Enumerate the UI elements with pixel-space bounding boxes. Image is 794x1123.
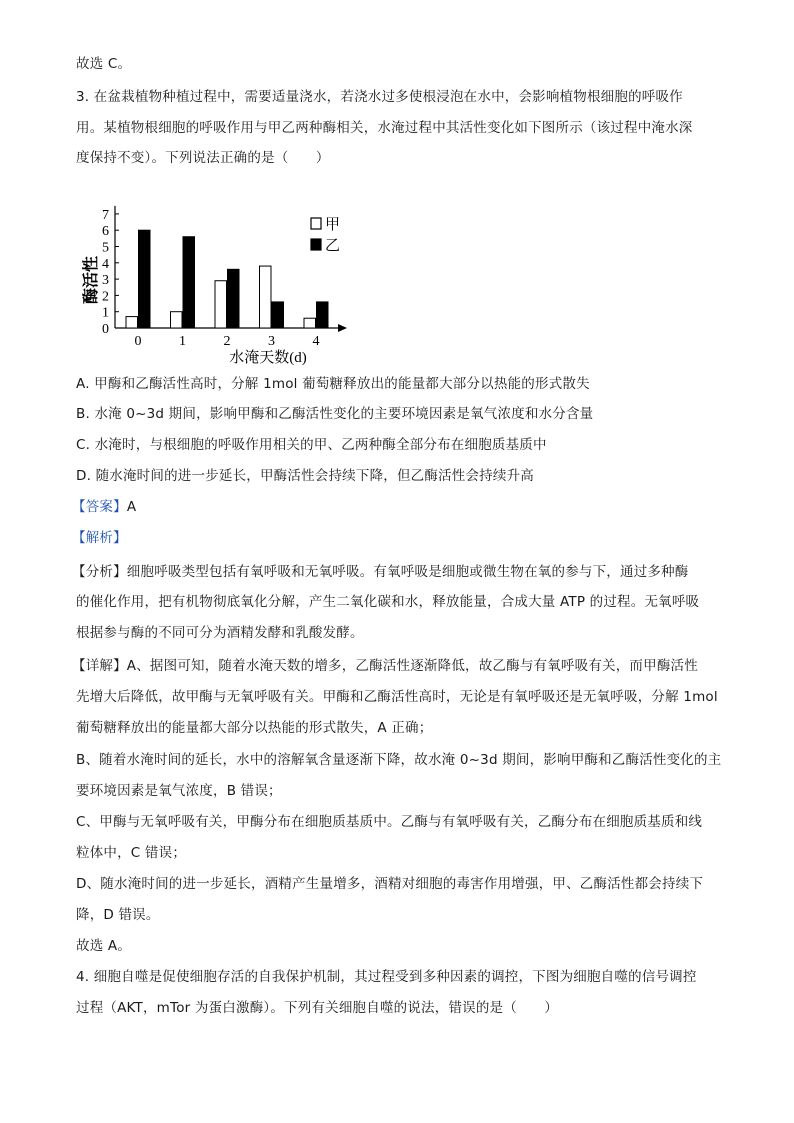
bar-乙-3: [272, 302, 284, 328]
bar-甲-3: [260, 266, 272, 328]
explanation-line: C、甲酶与无氧呼吸有关，甲酶分布在细胞质基质中。乙酶与有氧呼吸有关，乙酶分布在细胞质基质和线: [76, 814, 703, 830]
x-axis-arrow: [338, 324, 347, 332]
y-tick-label: 2: [102, 289, 109, 305]
legend-swatch-甲: [311, 218, 321, 229]
bar-甲-4: [304, 318, 316, 328]
x-tick-label: 3: [268, 334, 275, 349]
explanation-line: 【详解】A、据图可知，随着水淹天数的增多，乙酶活性逐渐降低，故乙酶与有氧呼吸有关，而甲酶活性: [72, 658, 698, 674]
option-B: B. 水淹 0~3d 期间，影响甲酶和乙酶活性变化的主要环境因素是氧气浓度和水分含量: [76, 406, 594, 422]
bar-乙-4: [317, 302, 329, 328]
y-tick-label: 1: [102, 305, 109, 321]
chart-xlabel: 水淹天数(d): [229, 350, 307, 366]
chart-bars: [126, 230, 328, 328]
legend-label: 乙: [325, 238, 341, 254]
explanation-line: 故选 A。: [76, 938, 132, 954]
question-text-line: 3. 在盆栽植物种植过程中，需要适量浇水，若浇水过多使根浸泡在水中，会影响植物根细胞的呼吸作: [76, 89, 683, 105]
explanation-line: 降，D 错误。: [76, 907, 160, 923]
answer-tag: 【答案】: [72, 499, 127, 515]
question-text-line: 故选 C。: [76, 56, 132, 72]
option-C: C. 水淹时，与根细胞的呼吸作用相关的甲、乙两种酶全部分布在细胞质基质中: [76, 437, 547, 453]
y-tick-label: 0: [102, 322, 109, 337]
question-text-line: 度保持不变）。下列说法正确的是（ ）: [76, 150, 330, 166]
explanation-line: B、随着水淹时间的延长，水中的溶解氧含量逐渐下降，故水淹 0~3d 期间，影响甲酶和乙酶活性变化的主: [76, 752, 722, 768]
answer-value: A: [126, 499, 137, 515]
explanation-line: 【分析】细胞呼吸类型包括有氧呼吸和无氧呼吸。有氧呼吸是细胞或微生物在氧的参与下，通过多种酶: [72, 564, 689, 580]
y-tick-label: 7: [102, 207, 109, 223]
explanation-line: 要环境因素是氧气浓度，B 错误；: [76, 783, 282, 799]
chart-legend: [311, 216, 340, 254]
analysis-tag-line: [72, 529, 127, 547]
legend-label: 甲: [325, 217, 341, 233]
option-D: D. 随水淹时间的进一步延长，甲酶活性会持续下降，但乙酶活性会持续升高: [76, 468, 534, 484]
y-tick-label: 4: [102, 256, 109, 272]
explanation-line: 粒体中，C 错误；: [76, 845, 187, 861]
x-tick-label: 2: [223, 334, 231, 349]
answer-line: [72, 498, 136, 516]
bar-甲-1: [171, 312, 183, 328]
explanation-line: 过程（AKT，mTor 为蛋白激酶）。下列有关细胞自噬的说法，错误的是（ ）: [76, 1000, 559, 1016]
bar-甲-0: [126, 317, 138, 328]
explanation-line: 的催化作用，把有机物彻底氧化分解，产生二氧化碳和水，释放能量，合成大量 ATP 的过程。无氧呼吸: [76, 594, 700, 610]
explanation-line: 4. 细胞自噬是促使细胞存活的自我保护机制，其过程受到多种因素的调控，下图为细胞自噬的信号调控: [76, 969, 697, 985]
y-tick-label: 5: [102, 240, 109, 256]
bar-乙-1: [183, 237, 195, 328]
analysis-tag: 【解析】: [72, 530, 127, 546]
chart-ylabel: 酶活性: [83, 255, 100, 305]
enzyme-activity-chart: [76, 190, 366, 368]
legend-swatch-乙: [311, 239, 321, 250]
explanation-line: 葡萄糖释放出的能量都大部分以热能的形式散失，A 正确；: [76, 720, 433, 736]
y-tick-label: 3: [102, 273, 109, 289]
bar-乙-2: [228, 269, 240, 328]
x-tick-label: 0: [134, 334, 142, 349]
explanation-line: 根据参与酶的不同可分为酒精发酵和乳酸发酵。: [76, 625, 364, 641]
x-tick-label: 4: [312, 334, 320, 349]
bar-乙-0: [139, 230, 151, 328]
question-text-line: 用。某植物根细胞的呼吸作用与甲乙两种酶相关，水淹过程中其活性变化如下图所示（该过程中淹水深: [76, 120, 693, 136]
explanation-line: 先增大后降低，故甲酶与无氧呼吸有关。甲酶和乙酶活性高时，无论是有氧呼吸还是无氧呼吸，分解 1mol: [76, 689, 718, 705]
bar-甲-2: [215, 281, 227, 328]
y-tick-label: 6: [102, 224, 109, 240]
explanation-line: D、随水淹时间的进一步延长，酒精产生量增多，酒精对细胞的毒害作用增强，甲、乙酶活性都会持续下: [76, 876, 704, 892]
option-A: A. 甲酶和乙酶活性高时，分解 1mol 葡萄糖释放出的能量都大部分以热能的形式散失: [76, 376, 590, 392]
x-tick-label: 1: [179, 334, 186, 349]
